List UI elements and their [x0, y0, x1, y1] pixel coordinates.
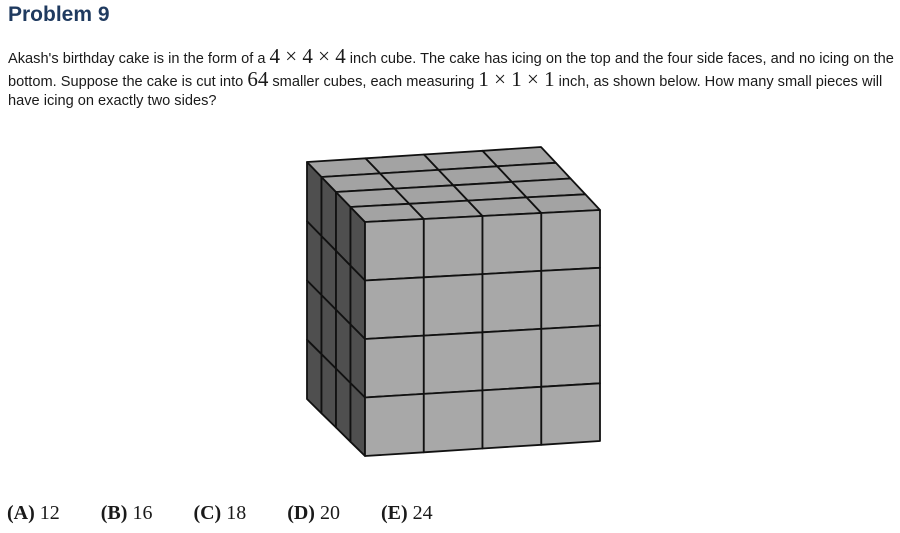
- front-face-cell-0-0: [365, 219, 424, 281]
- math-small-cube: 1 × 1 × 1: [478, 67, 555, 91]
- choice-a-value: 12: [39, 502, 60, 524]
- left-face-cell-3-1: [322, 354, 337, 427]
- front-face-cell-3-3: [541, 383, 600, 445]
- choice-a-letter: (A): [7, 502, 35, 524]
- choice-b-value: 16: [132, 502, 153, 524]
- front-face-cell-2-1: [424, 332, 483, 394]
- answer-choices: [7, 502, 469, 525]
- front-face-cell-0-2: [483, 213, 542, 274]
- front-face-cell-1-0: [365, 277, 424, 339]
- problem-text-2: inch cube. The cake has icing on the top and the four side faces, and no icing on the bottom. Suppose the cake is cut into: [8, 51, 894, 90]
- problem-text-1: Akash's birthday cake is in the form of a: [8, 51, 270, 67]
- math-dimensions: 4 × 4 × 4: [269, 44, 346, 68]
- left-face-cell-3-0: [307, 340, 322, 414]
- front-face-cell-3-0: [365, 394, 424, 456]
- choice-b[interactable]: [101, 502, 153, 525]
- front-face-cell-0-1: [424, 216, 483, 277]
- front-face-cell-3-2: [483, 387, 542, 449]
- front-face-cell-1-2: [483, 271, 542, 332]
- choice-d[interactable]: [287, 502, 340, 525]
- choice-e-value: 24: [412, 502, 433, 524]
- choice-e[interactable]: [381, 502, 433, 525]
- front-face-cell-2-0: [365, 336, 424, 398]
- front-face-cell-0-3: [541, 210, 600, 271]
- problem-title: Problem 9: [8, 3, 110, 26]
- problem-text-4: inch, as shown below. How many small pieces will have icing on exactly two sides?: [8, 74, 883, 109]
- choice-d-value: 20: [319, 502, 340, 524]
- problem-text-3: smaller cubes, each measuring: [268, 74, 479, 90]
- choice-c-letter: (C): [193, 502, 222, 524]
- cube-front-face: [365, 210, 600, 456]
- choice-b-letter: (B): [100, 502, 128, 524]
- choice-c-value: 18: [226, 502, 247, 524]
- front-face-cell-3-1: [424, 390, 483, 452]
- choice-c[interactable]: [193, 502, 246, 525]
- choice-d-letter: (D): [287, 502, 315, 524]
- front-face-cell-1-3: [541, 268, 600, 329]
- choice-e-letter: (E): [380, 502, 408, 524]
- choice-a[interactable]: [7, 502, 60, 525]
- front-face-cell-2-3: [541, 326, 600, 387]
- front-face-cell-1-1: [424, 274, 483, 336]
- math-count: 64: [247, 67, 269, 91]
- front-face-cell-2-2: [483, 329, 542, 391]
